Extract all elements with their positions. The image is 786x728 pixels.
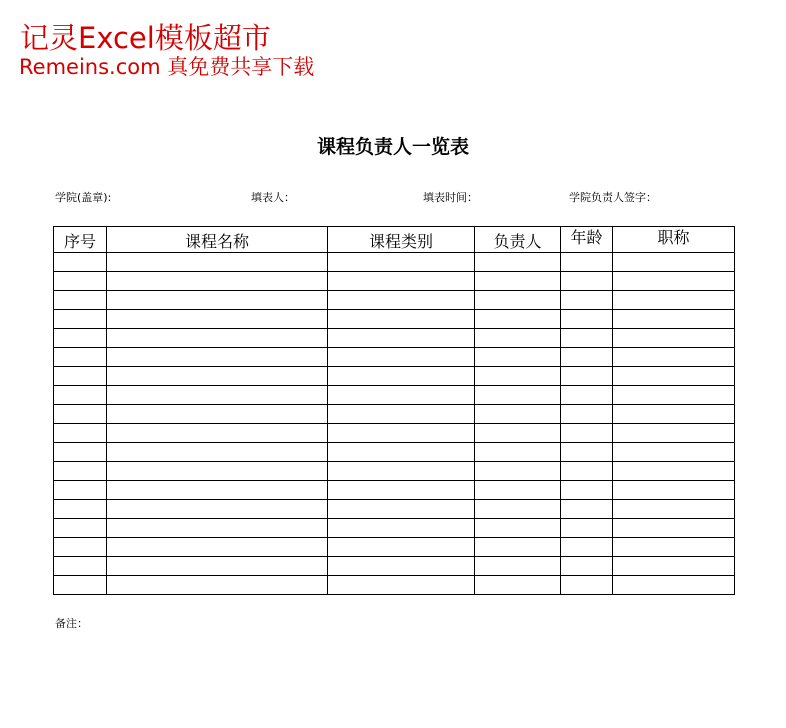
table-cell[interactable]: [328, 405, 475, 424]
table-cell[interactable]: [561, 253, 613, 272]
table-cell[interactable]: [613, 367, 735, 386]
table-row: [54, 462, 735, 481]
table-cell[interactable]: [561, 443, 613, 462]
table-cell[interactable]: [328, 367, 475, 386]
table-row: [54, 538, 735, 557]
table-cell[interactable]: [613, 462, 735, 481]
table-cell[interactable]: [475, 386, 561, 405]
table-cell[interactable]: [54, 443, 107, 462]
column-header-title: 职称: [613, 227, 735, 253]
table-cell[interactable]: [54, 557, 107, 576]
table-cell[interactable]: [54, 405, 107, 424]
table-cell[interactable]: [613, 310, 735, 329]
table-cell[interactable]: [54, 462, 107, 481]
table-cell[interactable]: [328, 519, 475, 538]
table-cell[interactable]: [54, 272, 107, 291]
document-title: 课程负责人一览表: [316, 136, 469, 158]
table-cell[interactable]: [328, 329, 475, 348]
table-cell[interactable]: [54, 500, 107, 519]
table-cell[interactable]: [561, 424, 613, 443]
watermark-line-1: 记灵Excel模板超市: [20, 21, 271, 55]
table-cell[interactable]: [613, 424, 735, 443]
table-cell[interactable]: [54, 367, 107, 386]
table-cell[interactable]: [107, 481, 328, 500]
table-cell[interactable]: [328, 291, 475, 310]
table-cell[interactable]: [107, 310, 328, 329]
note-label: 备注：: [55, 617, 88, 630]
table-cell[interactable]: [54, 386, 107, 405]
table-cell[interactable]: [561, 348, 613, 367]
table-cell[interactable]: [475, 329, 561, 348]
table-cell[interactable]: [475, 272, 561, 291]
table-cell[interactable]: [107, 329, 328, 348]
table-cell[interactable]: [328, 481, 475, 500]
table-cell[interactable]: [613, 386, 735, 405]
watermark-line-2: Remeins.com 真免费共享下载: [19, 55, 315, 79]
table-cell[interactable]: [613, 405, 735, 424]
table-row: [54, 348, 735, 367]
table-cell[interactable]: [54, 291, 107, 310]
table-cell[interactable]: [107, 500, 328, 519]
table-row: [54, 310, 735, 329]
table-cell[interactable]: [475, 310, 561, 329]
table-header-row: [54, 227, 735, 253]
table-cell[interactable]: [613, 348, 735, 367]
table-cell[interactable]: [613, 538, 735, 557]
table-cell[interactable]: [561, 310, 613, 329]
table-row: [54, 253, 735, 272]
table-row: [54, 424, 735, 443]
table-cell[interactable]: [475, 462, 561, 481]
table-cell[interactable]: [561, 405, 613, 424]
table-cell[interactable]: [54, 424, 107, 443]
table-row: [54, 519, 735, 538]
table-cell[interactable]: [54, 576, 107, 595]
table-cell[interactable]: [328, 557, 475, 576]
table-cell[interactable]: [328, 500, 475, 519]
table-row: [54, 576, 735, 595]
table-cell[interactable]: [613, 500, 735, 519]
column-header-course-category: 课程类别: [328, 227, 475, 253]
table-cell[interactable]: [561, 557, 613, 576]
table-cell[interactable]: [328, 424, 475, 443]
table-cell[interactable]: [475, 576, 561, 595]
head-signature-label: 学院负责人签字：: [569, 191, 657, 204]
table-cell[interactable]: [475, 367, 561, 386]
table-cell[interactable]: [328, 310, 475, 329]
table-cell[interactable]: [54, 519, 107, 538]
table-cell[interactable]: [107, 519, 328, 538]
table-cell[interactable]: [613, 443, 735, 462]
table-cell[interactable]: [561, 462, 613, 481]
table-row: [54, 329, 735, 348]
column-header-course-name: 课程名称: [107, 227, 328, 253]
table-cell[interactable]: [475, 253, 561, 272]
table-cell[interactable]: [561, 386, 613, 405]
table-cell[interactable]: [107, 424, 328, 443]
table-cell[interactable]: [475, 481, 561, 500]
table-cell[interactable]: [328, 272, 475, 291]
table-cell[interactable]: [328, 576, 475, 595]
table-cell[interactable]: [475, 291, 561, 310]
table-cell[interactable]: [107, 443, 328, 462]
table-row: [54, 500, 735, 519]
table-cell[interactable]: [107, 272, 328, 291]
table-cell[interactable]: [54, 348, 107, 367]
table-cell[interactable]: [107, 291, 328, 310]
table-cell[interactable]: [613, 576, 735, 595]
table-row: [54, 367, 735, 386]
table-cell[interactable]: [561, 272, 613, 291]
table-row: [54, 481, 735, 500]
table-row: [54, 557, 735, 576]
table-cell[interactable]: [328, 253, 475, 272]
table-cell[interactable]: [561, 367, 613, 386]
table-cell[interactable]: [328, 538, 475, 557]
column-header-index: 序号: [54, 227, 107, 253]
table-cell[interactable]: [613, 272, 735, 291]
table-row: [54, 291, 735, 310]
table-cell[interactable]: [561, 538, 613, 557]
table-cell[interactable]: [475, 538, 561, 557]
fill-time-label: 填表时间：: [423, 191, 478, 204]
table-cell[interactable]: [107, 538, 328, 557]
table-body: [54, 253, 735, 595]
table-cell[interactable]: [107, 462, 328, 481]
table-cell[interactable]: [54, 310, 107, 329]
table-row: [54, 443, 735, 462]
table-cell[interactable]: [475, 424, 561, 443]
table-cell[interactable]: [107, 348, 328, 367]
table-cell[interactable]: [54, 538, 107, 557]
table-cell[interactable]: [107, 557, 328, 576]
filled-by-label: 填表人：: [251, 191, 295, 204]
college-seal-label: 学院(盖章):: [55, 191, 112, 204]
table-cell[interactable]: [54, 481, 107, 500]
column-header-age: 年龄: [561, 227, 613, 253]
table-cell[interactable]: [107, 576, 328, 595]
table-cell[interactable]: [561, 576, 613, 595]
table-cell[interactable]: [475, 405, 561, 424]
table-cell[interactable]: [613, 519, 735, 538]
table-cell[interactable]: [328, 443, 475, 462]
table-cell[interactable]: [107, 367, 328, 386]
table-cell[interactable]: [328, 386, 475, 405]
table-cell[interactable]: [475, 443, 561, 462]
table-cell[interactable]: [475, 348, 561, 367]
table-row: [54, 386, 735, 405]
table-cell[interactable]: [475, 557, 561, 576]
table-cell[interactable]: [107, 253, 328, 272]
table-cell[interactable]: [561, 500, 613, 519]
table-cell[interactable]: [328, 462, 475, 481]
table-cell[interactable]: [54, 329, 107, 348]
table-cell[interactable]: [613, 557, 735, 576]
table-cell[interactable]: [54, 253, 107, 272]
table-cell[interactable]: [475, 519, 561, 538]
table-cell[interactable]: [613, 291, 735, 310]
table-cell[interactable]: [107, 405, 328, 424]
table-cell[interactable]: [561, 329, 613, 348]
table-row: [54, 405, 735, 424]
table-row: [54, 272, 735, 291]
table-cell[interactable]: [613, 253, 735, 272]
column-header-leader: 负责人: [475, 227, 561, 253]
course-leader-table: [53, 226, 735, 595]
table-cell[interactable]: [328, 348, 475, 367]
table-cell[interactable]: [561, 519, 613, 538]
table-cell[interactable]: [613, 481, 735, 500]
table-cell[interactable]: [561, 481, 613, 500]
table-cell[interactable]: [475, 500, 561, 519]
table-cell[interactable]: [613, 329, 735, 348]
table-cell[interactable]: [561, 291, 613, 310]
table-cell[interactable]: [107, 386, 328, 405]
